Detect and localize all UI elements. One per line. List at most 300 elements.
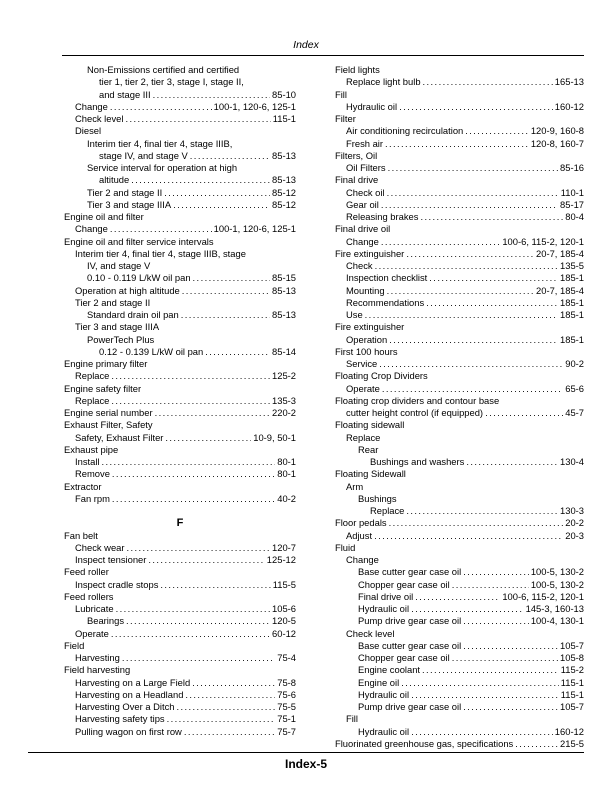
- index-entry-page-ref[interactable]: 100-1, 120-6, 125-1: [213, 100, 296, 112]
- index-entry-page-ref[interactable]: 145-3, 160-13: [525, 603, 584, 614]
- index-entry-label: Safety, Exhaust Filter: [75, 431, 164, 443]
- index-entry-label: Feed roller: [64, 566, 109, 578]
- index-entry-label: Interim tier 4, final tier 4, stage IIIB, stage: [75, 247, 246, 259]
- index-entry-label: Install: [75, 456, 100, 467]
- dot-leader: [192, 677, 275, 689]
- dot-leader: [153, 89, 270, 101]
- index-entry: [64, 432, 296, 444]
- index-entry: [335, 591, 584, 603]
- dot-leader: [485, 407, 563, 419]
- index-entry-page-ref[interactable]: 215-5: [560, 737, 584, 749]
- dot-leader: [411, 726, 553, 738]
- dot-leader: [465, 125, 529, 137]
- index-entry: [64, 615, 296, 627]
- index-entry-label: Use: [346, 309, 363, 320]
- index-entry-label: Inspect tensioner: [75, 554, 147, 565]
- index-entry-page-ref[interactable]: 85-13: [272, 149, 296, 161]
- index-entry-page-ref[interactable]: 125-2: [272, 370, 296, 382]
- index-entry: [335, 554, 584, 566]
- index-entry: [64, 125, 296, 137]
- dot-leader: [399, 101, 553, 113]
- index-entry-page-ref[interactable]: 135-3: [272, 394, 296, 406]
- index-entry: [335, 517, 584, 529]
- dot-leader: [182, 285, 270, 297]
- index-entry: [64, 113, 296, 125]
- index-entry-label: Engine oil: [358, 676, 400, 688]
- index-entry-page-ref[interactable]: 20-2: [565, 517, 584, 529]
- index-entry: [335, 542, 584, 554]
- index-entry: [335, 223, 584, 235]
- index-entry-page-ref[interactable]: 85-13: [272, 309, 296, 320]
- index-entry-page-ref[interactable]: 85-10: [272, 88, 296, 100]
- index-entry-page-ref[interactable]: 100-5, 130-2: [530, 566, 584, 578]
- index-entry-label: Tier 2 and stage II: [75, 296, 151, 308]
- index-entry-page-ref[interactable]: 135-5: [560, 260, 584, 271]
- header-divider: [62, 55, 584, 56]
- index-entry-page-ref[interactable]: 85-14: [272, 345, 296, 357]
- dot-leader: [148, 554, 264, 566]
- index-entry-label: Harvesting on a Headland: [75, 688, 184, 700]
- index-entry-label: Hydraulic oil: [358, 603, 410, 614]
- index-entry-label: Floating Crop Dividers: [335, 370, 428, 382]
- dot-leader: [382, 383, 563, 395]
- index-entry: [335, 664, 584, 676]
- index-entry: [64, 248, 296, 260]
- dot-leader: [111, 628, 270, 640]
- dot-leader: [411, 603, 524, 615]
- index-entry-label: Replace: [75, 394, 110, 406]
- dot-leader: [466, 456, 558, 468]
- index-entry-page-ref[interactable]: 75-1: [277, 713, 296, 725]
- index-entry: [64, 493, 296, 505]
- index-entry-label: Inspect cradle stops: [75, 578, 159, 590]
- dot-leader: [515, 738, 558, 750]
- index-entry-page-ref[interactable]: 115-1: [560, 688, 584, 700]
- dot-leader: [389, 334, 558, 346]
- page-number: Index-5: [284, 757, 327, 771]
- index-entry-label: Hydraulic oil: [358, 688, 410, 700]
- index-entry: [335, 138, 584, 150]
- index-entry-page-ref[interactable]: 75-8: [277, 676, 296, 688]
- dot-leader: [381, 199, 558, 211]
- index-entry-label: Floating sidewall: [335, 419, 405, 431]
- index-entry: [64, 334, 296, 346]
- index-entry: [335, 640, 584, 652]
- index-entry: [64, 579, 296, 591]
- index-entry-label: Hydraulic oil: [358, 725, 410, 737]
- dot-leader: [160, 579, 270, 591]
- index-entry-page-ref[interactable]: 75-7: [277, 725, 296, 737]
- index-entry-page-ref[interactable]: 115-1: [560, 676, 584, 688]
- index-entry: [64, 713, 296, 725]
- index-entry-page-ref[interactable]: 20-7, 185-4: [536, 247, 584, 259]
- index-entry-page-ref[interactable]: 80-1: [277, 468, 296, 480]
- index-entry-label: Harvesting on a Large Field: [75, 676, 191, 688]
- index-entry-label: Check level: [75, 113, 124, 124]
- index-entry-label: Replace: [346, 431, 381, 443]
- index-entry-page-ref[interactable]: 115-5: [272, 578, 296, 590]
- dot-leader: [406, 505, 558, 517]
- index-entry-label: Recommendations: [346, 296, 425, 308]
- index-entry: [335, 456, 584, 468]
- index-entry-page-ref[interactable]: 185-1: [560, 296, 584, 308]
- index-entry-label: Pulling wagon on first row: [75, 725, 182, 737]
- index-entry-page-ref[interactable]: 130-3: [560, 505, 584, 516]
- index-entry-page-ref[interactable]: 85-15: [272, 272, 296, 284]
- index-entry-label: Base cutter gear case oil: [358, 639, 462, 651]
- index-entry-page-ref[interactable]: 20-3: [565, 529, 584, 541]
- index-entry: [64, 640, 296, 652]
- index-entry: [64, 689, 296, 701]
- index-entry-page-ref[interactable]: 220-2: [272, 407, 296, 418]
- dot-leader: [452, 579, 529, 591]
- index-entry-label: Harvesting Over a Ditch: [75, 701, 175, 712]
- index-entry: [64, 321, 296, 333]
- index-entry: [335, 652, 584, 664]
- index-entry: [335, 615, 584, 627]
- index-entry-label: Gear oil: [346, 198, 379, 210]
- index-entry-page-ref[interactable]: 85-13: [272, 284, 296, 296]
- dot-leader: [426, 297, 558, 309]
- index-entry: [64, 407, 296, 419]
- index-entry: [335, 297, 584, 309]
- index-entry: [335, 346, 584, 358]
- index-entry: [335, 579, 584, 591]
- index-entry: [64, 223, 296, 235]
- index-entry: [64, 456, 296, 468]
- index-entry-label: Operate: [346, 382, 380, 394]
- index-entry: [335, 309, 584, 321]
- index-entry-page-ref[interactable]: 80-1: [277, 456, 296, 467]
- index-entry-label: Service: [346, 358, 378, 369]
- index-entry: [64, 272, 296, 284]
- index-entry-label: PowerTech Plus: [87, 333, 155, 345]
- index-entry-page-ref[interactable]: 45-7: [565, 407, 584, 418]
- index-entry-page-ref[interactable]: 110-1: [560, 186, 584, 198]
- index-entry-page-ref[interactable]: 85-12: [272, 198, 296, 210]
- index-entry: [335, 689, 584, 701]
- index-entry-page-ref[interactable]: 120-9, 160-8: [530, 125, 584, 137]
- index-entry-label: Hydraulic oil: [346, 100, 398, 112]
- index-entry-label: Bearings: [87, 615, 125, 627]
- index-entry: [64, 199, 296, 211]
- index-entry-label: Engine safety filter: [64, 382, 142, 394]
- index-entry-label: Change: [75, 223, 108, 235]
- index-entry: [64, 677, 296, 689]
- index-entry: [335, 383, 584, 395]
- index-entry-label: Field harvesting: [64, 664, 131, 676]
- index-entry: [335, 174, 584, 186]
- index-entry: [335, 628, 584, 640]
- dot-leader: [452, 652, 558, 664]
- index-entry-page-ref[interactable]: 185-1: [560, 309, 584, 320]
- dot-leader: [126, 615, 270, 627]
- index-entry: [64, 395, 296, 407]
- index-entry-label: Arm: [346, 480, 364, 492]
- index-entry-label: Fan belt: [64, 529, 98, 541]
- index-column-right: [335, 64, 584, 750]
- index-entry: [335, 395, 584, 407]
- index-entry-label: Tier 2 and stage II: [87, 186, 163, 198]
- index-entry: [335, 493, 584, 505]
- dot-leader: [110, 101, 212, 113]
- index-entry-label: Check wear: [75, 541, 125, 553]
- dot-leader: [184, 726, 275, 738]
- index-entry-label: Rear: [358, 443, 379, 455]
- index-entry: [64, 370, 296, 382]
- index-entry-page-ref[interactable]: 160-12: [554, 725, 584, 737]
- index-entry-label: Field lights: [335, 64, 380, 75]
- index-entry: [64, 542, 296, 554]
- index-entry-page-ref[interactable]: 100-4, 130-1: [530, 615, 584, 627]
- index-entry: [335, 260, 584, 272]
- index-entry: [335, 162, 584, 174]
- dot-leader: [110, 223, 212, 235]
- index-entry: [335, 187, 584, 199]
- index-entry: [335, 530, 584, 542]
- dot-leader: [164, 187, 270, 199]
- index-entry-label: 0.10 - 0.119 L/kW oil pan: [87, 272, 191, 284]
- index-entry-label: Engine primary filter: [64, 358, 148, 369]
- index-entry: [64, 236, 296, 248]
- dot-leader: [365, 309, 558, 321]
- index-entry: [335, 738, 584, 750]
- index-entry-page-ref[interactable]: 120-5: [272, 615, 296, 627]
- index-entry-page-ref[interactable]: 75-4: [277, 652, 296, 663]
- index-entry: [335, 701, 584, 713]
- index-entry-label: Replace light bulb: [346, 76, 421, 88]
- index-entry: [335, 199, 584, 211]
- index-entry-label: Check level: [346, 627, 395, 639]
- index-entry-page-ref[interactable]: 75-6: [277, 688, 296, 700]
- footer-divider: [28, 752, 584, 753]
- index-entry: [64, 603, 296, 615]
- index-entry-page-ref[interactable]: 130-4: [560, 456, 584, 467]
- index-entry-label: Fill: [335, 88, 347, 100]
- index-entry: [64, 358, 296, 370]
- index-entry-label: Adjust: [346, 529, 373, 541]
- index-entry-label: Bushings and washers: [370, 456, 465, 467]
- index-entry-label: Replace: [370, 505, 405, 516]
- index-entry-label: Check oil: [346, 186, 385, 198]
- index-entry-page-ref[interactable]: 85-13: [272, 174, 296, 186]
- index-entry-page-ref[interactable]: 100-5, 130-2: [530, 578, 584, 590]
- index-entry-label: Remove: [75, 468, 110, 480]
- index-entry-label: Tier 3 and stage IIIA: [75, 321, 160, 333]
- dot-leader: [374, 530, 563, 542]
- index-entry-page-ref[interactable]: 105-8: [560, 652, 584, 663]
- index-entry: [64, 468, 296, 480]
- index-entry-label: Lubricate: [75, 603, 114, 614]
- index-entry: [335, 248, 584, 260]
- dot-leader: [375, 260, 558, 272]
- index-entry-label: Check: [346, 260, 373, 271]
- index-entry: [335, 76, 584, 88]
- index-entry-label: Air conditioning recirculation: [346, 125, 464, 137]
- index-entry-page-ref[interactable]: 20-7, 185-4: [536, 284, 584, 296]
- index-entry-page-ref[interactable]: 85-16: [560, 162, 584, 173]
- index-entry-label: altitude: [99, 174, 130, 186]
- index-entry-page-ref[interactable]: 85-17: [560, 198, 584, 210]
- index-entry-page-ref[interactable]: 185-1: [560, 333, 584, 345]
- index-entry: [335, 125, 584, 137]
- index-entry-label: stage IV, and stage V: [99, 149, 188, 161]
- index-entry: [64, 150, 296, 162]
- index-entry: [64, 652, 296, 664]
- index-entry-label: Final drive oil: [335, 223, 391, 235]
- index-entry-page-ref[interactable]: 100-6, 115-2, 120-1: [502, 235, 584, 247]
- index-entry-label: Feed rollers: [64, 590, 114, 602]
- index-entry-label: Releasing brakes: [346, 211, 419, 222]
- index-entry-page-ref[interactable]: 60-12: [272, 627, 296, 639]
- dot-leader: [122, 652, 275, 664]
- index-entry: [64, 309, 296, 321]
- dot-leader: [155, 407, 270, 419]
- index-entry-page-ref[interactable]: 100-1, 120-6, 125-1: [213, 223, 296, 235]
- index-entry-page-ref[interactable]: 115-2: [560, 664, 584, 676]
- index-entry: [335, 321, 584, 333]
- page-header-title: Index: [293, 39, 319, 51]
- index-entry: [335, 407, 584, 419]
- dot-leader: [463, 615, 529, 627]
- index-entry-label: Fan rpm: [75, 492, 110, 504]
- index-entry-label: Final drive: [335, 174, 379, 186]
- index-entry-label: Bushings: [358, 492, 397, 504]
- index-entry-page-ref[interactable]: 10-9, 50-1: [253, 431, 296, 443]
- dot-leader: [112, 493, 275, 505]
- dot-leader: [111, 370, 270, 382]
- index-entry-label: Diesel: [75, 125, 102, 137]
- index-entry: [64, 101, 296, 113]
- dot-leader: [429, 272, 558, 284]
- index-entry-page-ref[interactable]: 65-6: [565, 382, 584, 394]
- index-entry: [64, 554, 296, 566]
- dot-leader: [381, 236, 501, 248]
- index-entry: [335, 713, 584, 725]
- dot-leader: [415, 591, 500, 603]
- index-entry-label: Interim tier 4, final tier 4, stage IIIB,: [87, 137, 233, 149]
- index-entry-page-ref[interactable]: 105-7: [560, 701, 584, 712]
- index-entry-page-ref[interactable]: 105-6: [272, 603, 296, 614]
- index-entry-page-ref[interactable]: 100-6, 115-2, 120-1: [502, 590, 584, 602]
- dot-leader: [387, 285, 534, 297]
- index-entry: [64, 211, 296, 223]
- index-entry: [64, 444, 296, 456]
- dot-leader: [190, 150, 270, 162]
- index-entry-label: Fill: [346, 713, 358, 725]
- index-entry: [64, 285, 296, 297]
- index-entry: [335, 101, 584, 113]
- index-entry: [64, 162, 296, 174]
- index-entry: [64, 591, 296, 603]
- index-entry: [335, 481, 584, 493]
- index-entry: [335, 603, 584, 615]
- index-entry-label: and stage III: [99, 88, 151, 100]
- index-entry: [64, 628, 296, 640]
- index-entry-label: Pump drive gear case oil: [358, 701, 462, 712]
- index-entry-page-ref[interactable]: 85-12: [272, 186, 296, 198]
- index-entry: [64, 187, 296, 199]
- dot-leader: [111, 395, 270, 407]
- index-entry-label: Fire extinguisher: [335, 321, 405, 333]
- index-entry-page-ref[interactable]: 120-7: [272, 541, 296, 553]
- index-entry-label: Floor pedals: [335, 517, 387, 529]
- index-entry-label: Engine serial number: [64, 407, 153, 418]
- dot-leader: [423, 76, 553, 88]
- index-entry-page-ref[interactable]: 160-12: [554, 100, 584, 112]
- index-entry-page-ref[interactable]: 105-7: [560, 639, 584, 651]
- dot-leader: [173, 199, 270, 211]
- dot-leader: [401, 677, 559, 689]
- index-entry-page-ref[interactable]: 125-12: [266, 554, 296, 565]
- index-entry-label: Inspection checklist: [346, 272, 428, 284]
- index-entry-label: Non-Emissions certified and certified: [87, 64, 240, 75]
- index-entry-page-ref[interactable]: 185-1: [560, 272, 584, 284]
- dot-leader: [205, 346, 270, 358]
- index-entry-page-ref[interactable]: 40-2: [277, 492, 296, 504]
- index-entry: [64, 260, 296, 272]
- index-entry-label: tier 1, tier 2, tier 3, stage I, stage II,: [99, 76, 244, 88]
- index-entry-label: Change: [75, 100, 108, 112]
- index-entry: [335, 272, 584, 284]
- index-entry: [335, 236, 584, 248]
- index-entry-label: cutter height control (if equipped): [346, 407, 484, 418]
- index-entry-label: Change: [346, 235, 379, 247]
- index-entry-page-ref[interactable]: 115-1: [272, 113, 296, 124]
- dot-leader: [102, 456, 276, 468]
- index-entry-label: Oil Filters: [346, 162, 386, 173]
- index-entry: [64, 383, 296, 395]
- dot-leader: [185, 689, 275, 701]
- index-entry: [335, 505, 584, 517]
- index-entry-label: IV, and stage V: [87, 260, 151, 271]
- index-entry-label: Tier 3 and stage IIIA: [87, 198, 172, 210]
- index-entry: [335, 113, 584, 125]
- dot-leader: [406, 248, 534, 260]
- index-entry: [64, 419, 296, 431]
- index-entry-label: Operation: [346, 333, 388, 345]
- index-entry-page-ref[interactable]: 165-13: [554, 76, 584, 88]
- index-entry-page-ref[interactable]: 75-5: [277, 701, 296, 712]
- dot-leader: [177, 701, 276, 713]
- index-entry-label: Chopper gear case oil: [358, 652, 450, 663]
- index-entry-label: Fresh air: [346, 137, 383, 149]
- index-entry-label: Fluorinated greenhouse gas, specifications: [335, 737, 514, 749]
- index-entry: [335, 726, 584, 738]
- index-entry: [335, 566, 584, 578]
- dot-leader: [181, 309, 270, 321]
- index-entry: [64, 64, 296, 76]
- index-entry: [335, 358, 584, 370]
- index-entry-label: Mounting: [346, 284, 385, 296]
- index-entry-page-ref[interactable]: 120-8, 160-7: [530, 137, 584, 149]
- index-entry: [64, 297, 296, 309]
- index-entry-page-ref[interactable]: 80-4: [565, 211, 584, 222]
- index-entry: [64, 138, 296, 150]
- index-entry-page-ref[interactable]: 90-2: [565, 358, 584, 369]
- index-entry: [335, 419, 584, 431]
- dot-leader: [165, 432, 251, 444]
- dot-leader: [379, 358, 563, 370]
- index-entry: [64, 530, 296, 542]
- index-entry: [335, 370, 584, 382]
- section-spacer: [64, 505, 296, 517]
- index-entry-label: Base cutter gear case oil: [358, 566, 462, 578]
- index-entry: [64, 346, 296, 358]
- dot-leader: [131, 174, 270, 186]
- index-entry-label: Fluid: [335, 541, 356, 553]
- index-entry-label: Field: [64, 639, 85, 651]
